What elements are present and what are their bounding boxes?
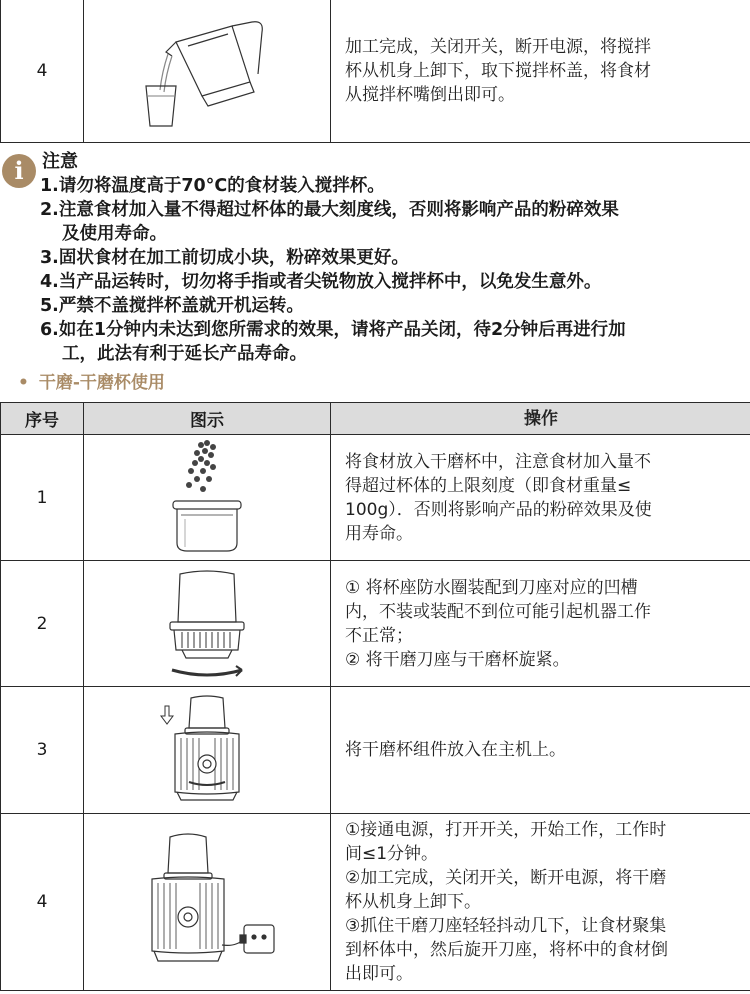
notice-line: 5.严禁不盖搅拌杯盖就开机运转。 bbox=[40, 296, 304, 316]
top-instruction-table bbox=[0, 0, 750, 143]
pour-blender-figure bbox=[84, 0, 331, 142]
power-on-figure bbox=[84, 814, 331, 991]
operation-text bbox=[331, 687, 750, 814]
notice-line: 4.当产品运转时，切勿将手指或者尖锐物放入搅拌杯中，以免发生意外。 bbox=[40, 272, 602, 292]
operation-text bbox=[331, 814, 750, 991]
operation-text bbox=[331, 561, 750, 687]
notice-list bbox=[40, 174, 746, 366]
header-operation: 操作 bbox=[331, 403, 750, 435]
notice-line: 6.如在1分钟内未达到您所需求的效果，请将产品关闭，待2分钟后再进行加 bbox=[40, 320, 626, 340]
add-ingredients-figure bbox=[84, 435, 331, 561]
assemble-blade-figure bbox=[84, 561, 331, 687]
notice-line: 1.请勿将温度高于70°C的食材装入搅拌杯。 bbox=[40, 176, 385, 196]
op-line: 用寿命。 bbox=[345, 523, 413, 544]
op-line: 加工完成，关闭开关，断开电源，将搅拌 bbox=[345, 36, 651, 57]
op-line: 杯从机身上卸下。 bbox=[345, 892, 481, 912]
notice-line: 工，此法有利于延长产品寿命。 bbox=[62, 344, 307, 364]
table-row bbox=[1, 814, 750, 991]
row-number: 2 bbox=[1, 561, 84, 687]
operation-text bbox=[331, 435, 750, 561]
section-title: 干磨-干磨杯使用 bbox=[38, 373, 165, 393]
table-row bbox=[1, 0, 750, 142]
unit-plugged-in-illustration bbox=[132, 829, 282, 975]
table-row bbox=[1, 687, 750, 814]
table-row bbox=[1, 435, 750, 561]
pitcher-pouring-illustration bbox=[132, 12, 282, 130]
op-line: 100g）．否则将影响产品的粉碎效果及使 bbox=[345, 499, 652, 520]
section-heading bbox=[18, 371, 165, 395]
info-icon: i bbox=[2, 154, 36, 188]
operation-text bbox=[331, 0, 750, 142]
grinding-cup-with-beans-illustration bbox=[167, 439, 247, 557]
blade-base-assembly-illustration bbox=[162, 566, 252, 682]
op-line: ① 将杯座防水圈装配到刀座对应的凹槽 bbox=[345, 577, 638, 598]
notice-line: 2.注意食材加入量不得超过杯体的最大刻度线，否则将影响产品的粉碎效果 bbox=[40, 200, 619, 220]
op-line: ①接通电源，打开开关，开始工作，工作时 bbox=[345, 820, 667, 840]
place-on-base-figure bbox=[84, 687, 331, 814]
notice-item bbox=[40, 318, 746, 366]
bullet: • bbox=[18, 373, 29, 393]
notice-item bbox=[40, 174, 746, 198]
notice-line: 及使用寿命。 bbox=[62, 224, 167, 244]
op-line: 到杯体中，然后旋开刀座，将杯中的食材倒 bbox=[345, 940, 668, 960]
table-header-row bbox=[1, 403, 750, 435]
notice-title: 注意 bbox=[42, 151, 78, 172]
op-line: 不正常； bbox=[345, 625, 413, 646]
notice-line: 3.固状食材在加工前切成小块，粉碎效果更好。 bbox=[40, 248, 409, 268]
notice-item bbox=[40, 294, 746, 318]
op-line: 杯从机身上卸下，取下搅拌杯盖，将食材 bbox=[345, 60, 651, 81]
header-figure: 图示 bbox=[84, 403, 331, 435]
header-number: 序号 bbox=[1, 403, 84, 435]
cup-on-main-unit-illustration bbox=[159, 692, 255, 808]
op-line: 将食材放入干磨杯中，注意食材加入量不 bbox=[345, 451, 651, 472]
op-line: ②加工完成，关闭开关，断开电源，将干磨 bbox=[345, 868, 667, 888]
op-line: 内，不装或装配不到位可能引起机器工作 bbox=[345, 601, 651, 622]
op-line: ③抓住干磨刀座轻轻抖动几下，让食材聚集 bbox=[345, 916, 667, 936]
op-line: 间≤1分钟。 bbox=[345, 844, 439, 864]
op-line: 出即可。 bbox=[345, 964, 413, 984]
row-number: 4 bbox=[1, 814, 84, 991]
notice-item bbox=[40, 198, 746, 246]
notice-item bbox=[40, 246, 746, 270]
row-number: 4 bbox=[1, 0, 84, 142]
op-line: 将干磨杯组件放入在主机上。 bbox=[345, 740, 566, 760]
op-line: 得超过杯体的上限刻度（即食材重量≤ bbox=[345, 475, 632, 496]
row-number: 3 bbox=[1, 687, 84, 814]
row-number: 1 bbox=[1, 435, 84, 561]
op-line: ② 将干磨刀座与干磨杯旋紧。 bbox=[345, 649, 570, 670]
op-line: 从搅拌杯嘴倒出即可。 bbox=[345, 84, 515, 105]
dry-grinding-table bbox=[0, 402, 750, 991]
notice-item bbox=[40, 270, 746, 294]
table-row bbox=[1, 561, 750, 687]
